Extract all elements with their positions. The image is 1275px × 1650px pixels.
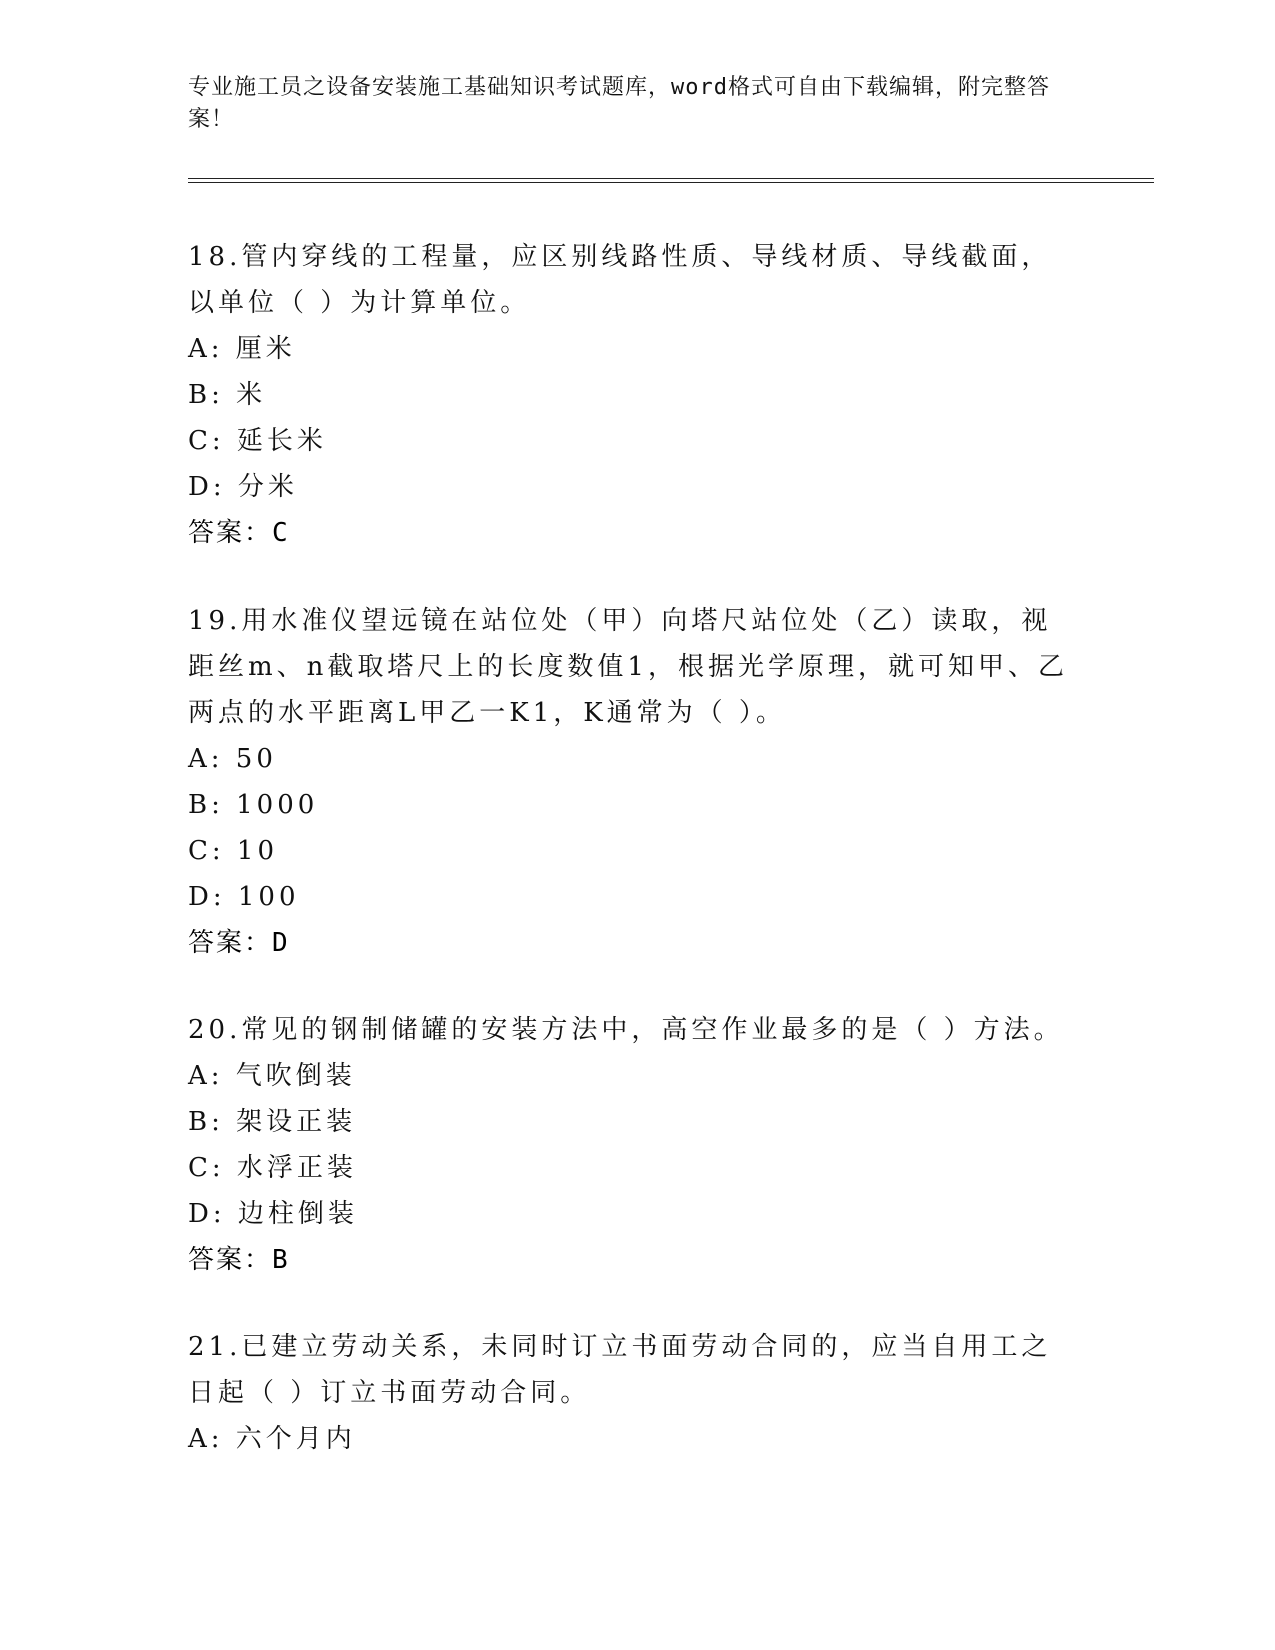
- question-19: [188, 598, 1068, 966]
- question-21: [188, 1324, 1068, 1462]
- question-stem: 20.常见的钢制储罐的安装方法中，高空作业最多的是（ ）方法。: [188, 1015, 1064, 1045]
- question-18: [188, 234, 1068, 556]
- answer: 答案：C: [188, 518, 290, 548]
- option-c: C: 延长米: [188, 426, 327, 456]
- option-a: A: 厘米: [188, 334, 296, 364]
- option-b: B: 架设正装: [188, 1107, 357, 1137]
- question-20: [188, 1007, 1068, 1283]
- question-stem: 19.用水准仪望远镜在站位处（甲）向塔尺站位处（乙）读取，视距丝m、n截取塔尺上的长度数值1，根据光学原理，就可知甲、乙两点的水平距离L甲乙一K1，K通常为（ ）。: [188, 606, 1068, 728]
- option-b: B: 1000: [188, 790, 319, 820]
- option-a: A: 气吹倒装: [188, 1061, 356, 1091]
- option-c: C: 水浮正装: [188, 1153, 357, 1183]
- header-divider: [188, 178, 1154, 179]
- header-divider-second: [188, 182, 1154, 183]
- question-stem: 21.已建立劳动关系，未同时订立书面劳动合同的，应当自用工之日起（ ）订立书面劳动合同。: [188, 1332, 1052, 1408]
- option-d: D: 边柱倒装: [188, 1199, 358, 1229]
- option-a: A: 50: [188, 744, 277, 774]
- option-c: C: 10: [188, 836, 279, 866]
- question-stem: 18.管内穿线的工程量，应区别线路性质、导线材质、导线截面，以单位（ ）为计算单位。: [188, 242, 1052, 318]
- option-d: D: 分米: [188, 472, 298, 502]
- option-a: A: 六个月内: [188, 1424, 356, 1454]
- option-b: B: 米: [188, 380, 267, 410]
- option-d: D: 100: [188, 882, 300, 912]
- answer: 答案：B: [188, 1245, 290, 1275]
- document-header: 专业施工员之设备安装施工基础知识考试题库，word格式可自由下载编辑，附完整答案！: [188, 75, 1050, 132]
- answer: 答案：D: [188, 928, 290, 958]
